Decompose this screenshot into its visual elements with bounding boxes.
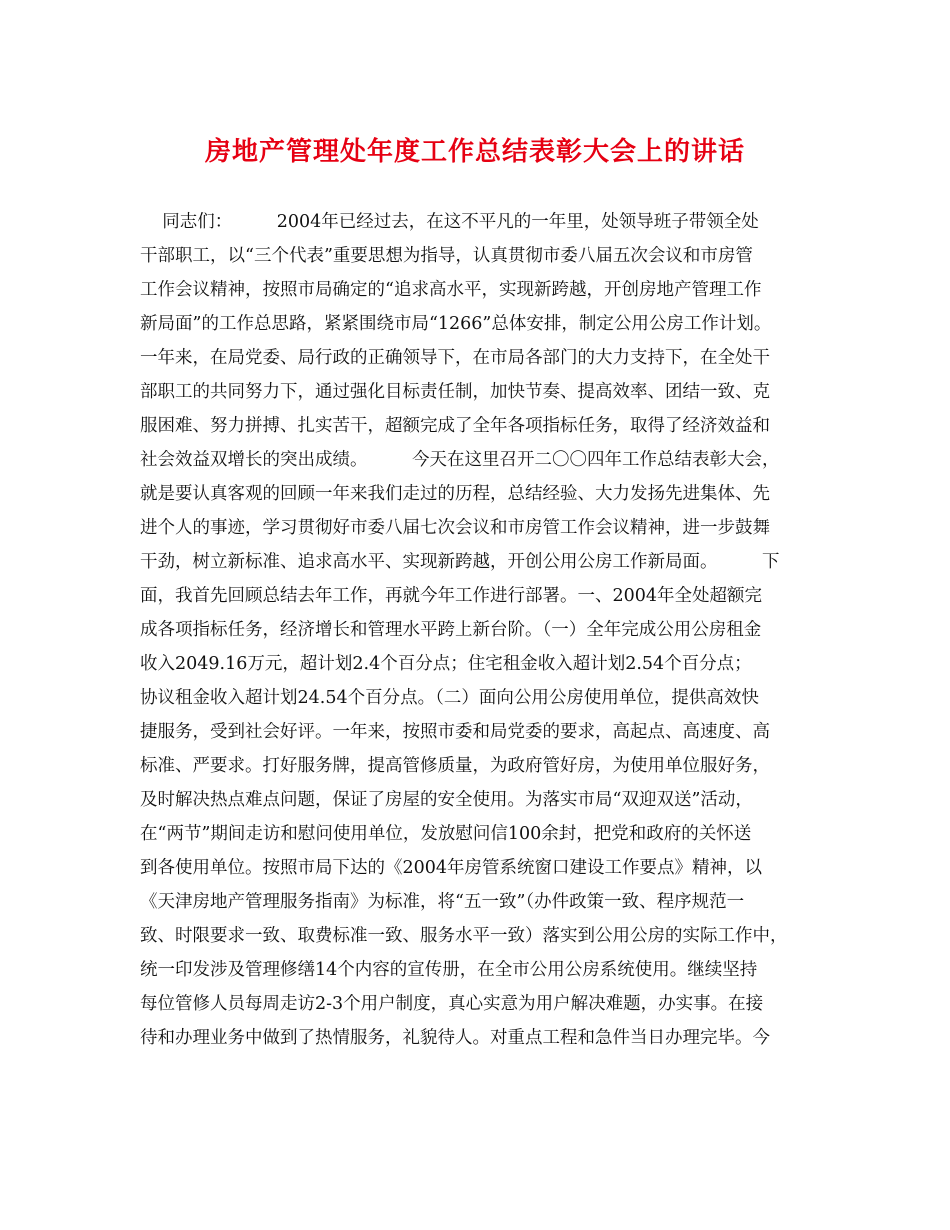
text-line: 就是要认真客观的回顾一年来我们走过的历程，总结经验、大力发扬先进集体、先 — [140, 484, 770, 504]
text-line: 及时解决热点难点问题，保证了房屋的安全使用。为落实市局“双迎双送”活动， — [140, 790, 753, 810]
document-body — [140, 205, 830, 1055]
document-title: 房地产管理处年度工作总结表彰大会上的讲话 — [204, 137, 745, 167]
text-line: 一年来，在局党委、局行政的正确领导下，在市局各部门的大力支持下，在全处干 — [140, 348, 770, 368]
text-line: 待和办理业务中做到了热情服务，礼貌待人。对重点工程和急件当日办理完毕。今 — [140, 1028, 770, 1048]
text-line: 同志们： 2004年已经过去，在这不平凡的一年里，处领导班子带领全处 — [140, 212, 759, 232]
text-line: 社会效益双增长的突出成绩。 今天在这里召开二〇〇四年工作总结表彰大会， — [140, 450, 780, 470]
text-line: 新局面”的工作总思路，紧紧围绕市局“1266”总体安排，制定公用公房工作计划。 — [140, 314, 772, 334]
text-line: 部职工的共同努力下，通过强化目标责任制，加快节奏、提高效率、团结一致、克 — [140, 382, 770, 402]
text-line: 协议租金收入超计划24.54个百分点。（二）面向公用公房使用单位，提供高效快 — [140, 688, 759, 708]
text-line: 致、时限要求一致、取费标准一致、服务水平一致）落实到公用公房的实际工作中， — [140, 926, 788, 946]
text-line: 成各项指标任务，经济增长和管理水平跨上新台阶。（一）全年完成公用公房租金 — [140, 620, 762, 640]
text-line: 干部职工，以“三个代表”重要思想为指导，认真贯彻市委八届五次会议和市房管 — [140, 246, 753, 266]
text-line: 在“两节”期间走访和慰问使用单位，发放慰问信100余封，把党和政府的关怀送 — [140, 824, 752, 844]
text-line: 面，我首先回顾总结去年工作，再就今年工作进行部署。一、2004年全处超额完 — [140, 586, 763, 606]
text-line: 干劲，树立新标准、追求高水平、实现新跨越，开创公用公房工作新局面。 下 — [140, 552, 780, 572]
text-line: 收入2049.16万元，超计划2.4个百分点；住宅租金收入超计划2.54个百分点； — [140, 654, 752, 674]
text-line: 服困难、努力拼搏、扎实苦干，超额完成了全年各项指标任务，取得了经济效益和 — [140, 416, 770, 436]
text-line: 《天津房地产管理服务指南》为标准，将“五一致”（办件政策一致、程序规范一 — [140, 892, 745, 912]
text-line: 标准、严要求。打好服务牌，提高管修质量，为政府管好房，为使用单位服好务， — [140, 756, 770, 776]
text-line: 统一印发涉及管理修缮14个内容的宣传册，在全市公用公房系统使用。继续坚持 — [140, 960, 758, 980]
text-line: 工作会议精神，按照市局确定的“追求高水平，实现新跨越，开创房地产管理工作 — [140, 280, 762, 300]
text-line: 捷服务，受到社会好评。一年来，按照市委和局党委的要求，高起点、高速度、高 — [140, 722, 770, 742]
text-line: 到各使用单位。按照市局下达的《2004年房管系统窗口建设工作要点》精神，以 — [140, 858, 763, 878]
text-line: 进个人的事迹，学习贯彻好市委八届七次会议和市房管工作会议精神，进一步鼓舞 — [140, 518, 770, 538]
text-line: 每位管修人员每周走访2-3个用户制度，真心实意为用户解决难题，办实事。在接 — [140, 994, 764, 1014]
